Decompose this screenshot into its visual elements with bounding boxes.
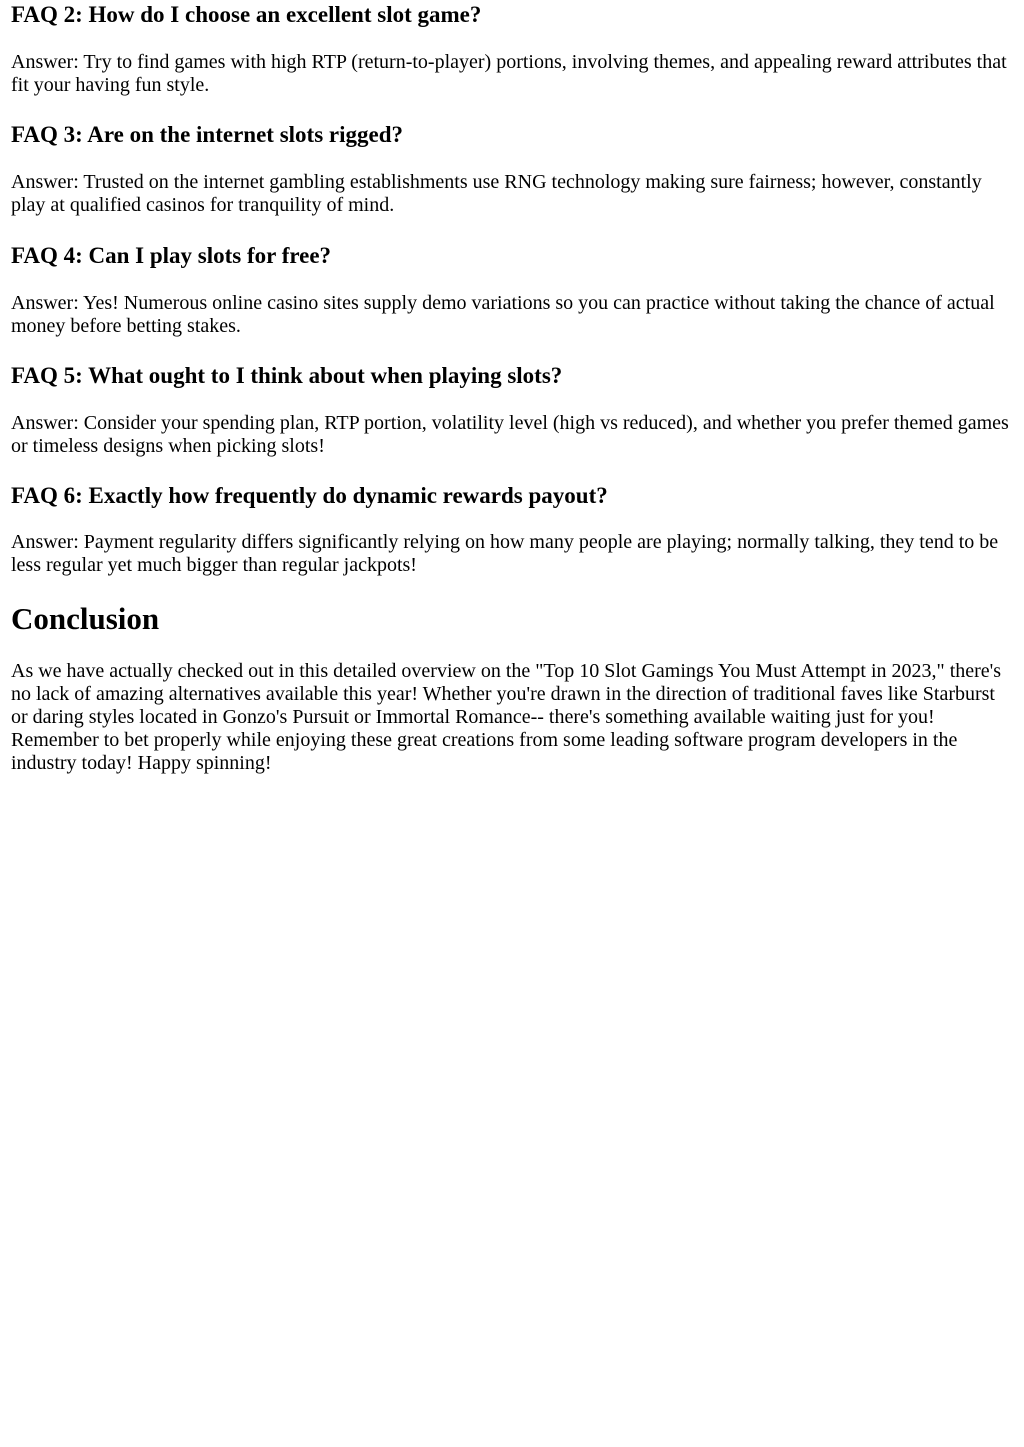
- faq-item: [11, 1, 1013, 97]
- faq-question: FAQ 4: Can I play slots for free?: [11, 243, 332, 268]
- faq-answer: Answer: Try to find games with high RTP (return-to-player) portions, involving themes, and appealing reward attributes that fit your having fun style.: [11, 51, 1007, 96]
- faq-answer: Answer: Payment regularity differs significantly relying on how many people are playing; normally talking, they tend to be less regular yet much bigger than regular jackpots!: [11, 531, 999, 576]
- faq-answer: Answer: Consider your spending plan, RTP portion, volatility level (high vs reduced), and whether you prefer themed games or timeless designs when picking slots!: [11, 412, 1009, 457]
- faq-answer: Answer: Yes! Numerous online casino sites supply demo variations so you can practice without taking the chance of actual money before betting stakes.: [11, 292, 995, 337]
- faq-item: [11, 121, 1013, 217]
- faq-item: [11, 242, 1013, 338]
- faq-question: FAQ 2: How do I choose an excellent slot game?: [11, 2, 482, 27]
- faq-question: FAQ 6: Exactly how frequently do dynamic rewards payout?: [11, 483, 608, 508]
- faq-item: [11, 362, 1013, 458]
- faq-question: FAQ 5: What ought to I think about when playing slots?: [11, 363, 563, 388]
- conclusion-heading: Conclusion: [11, 601, 160, 636]
- faq-item: [11, 482, 1013, 577]
- document-page: [0, 1, 1024, 1447]
- faq-answer: Answer: Trusted on the internet gambling establishments use RNG technology making sure fairness; however, constantly play at qualified casinos for tranquility of mind.: [11, 171, 982, 216]
- conclusion-paragraph: As we have actually checked out in this detailed overview on the "Top 10 Slot Gamings You Must Attempt in 2023," there's no lack of amazing alternatives available this year! Whether you're drawn in the direction of traditional faves like Starburst or daring styles located in Gonzo's Pursuit or Immortal Romance-- there's something available waiting just for you! Remember to bet properly while enjoying these great creations from some leading software program developers in the industry today! Happy spinning!: [11, 660, 1002, 774]
- faq-question: FAQ 3: Are on the internet slots rigged?: [11, 122, 404, 147]
